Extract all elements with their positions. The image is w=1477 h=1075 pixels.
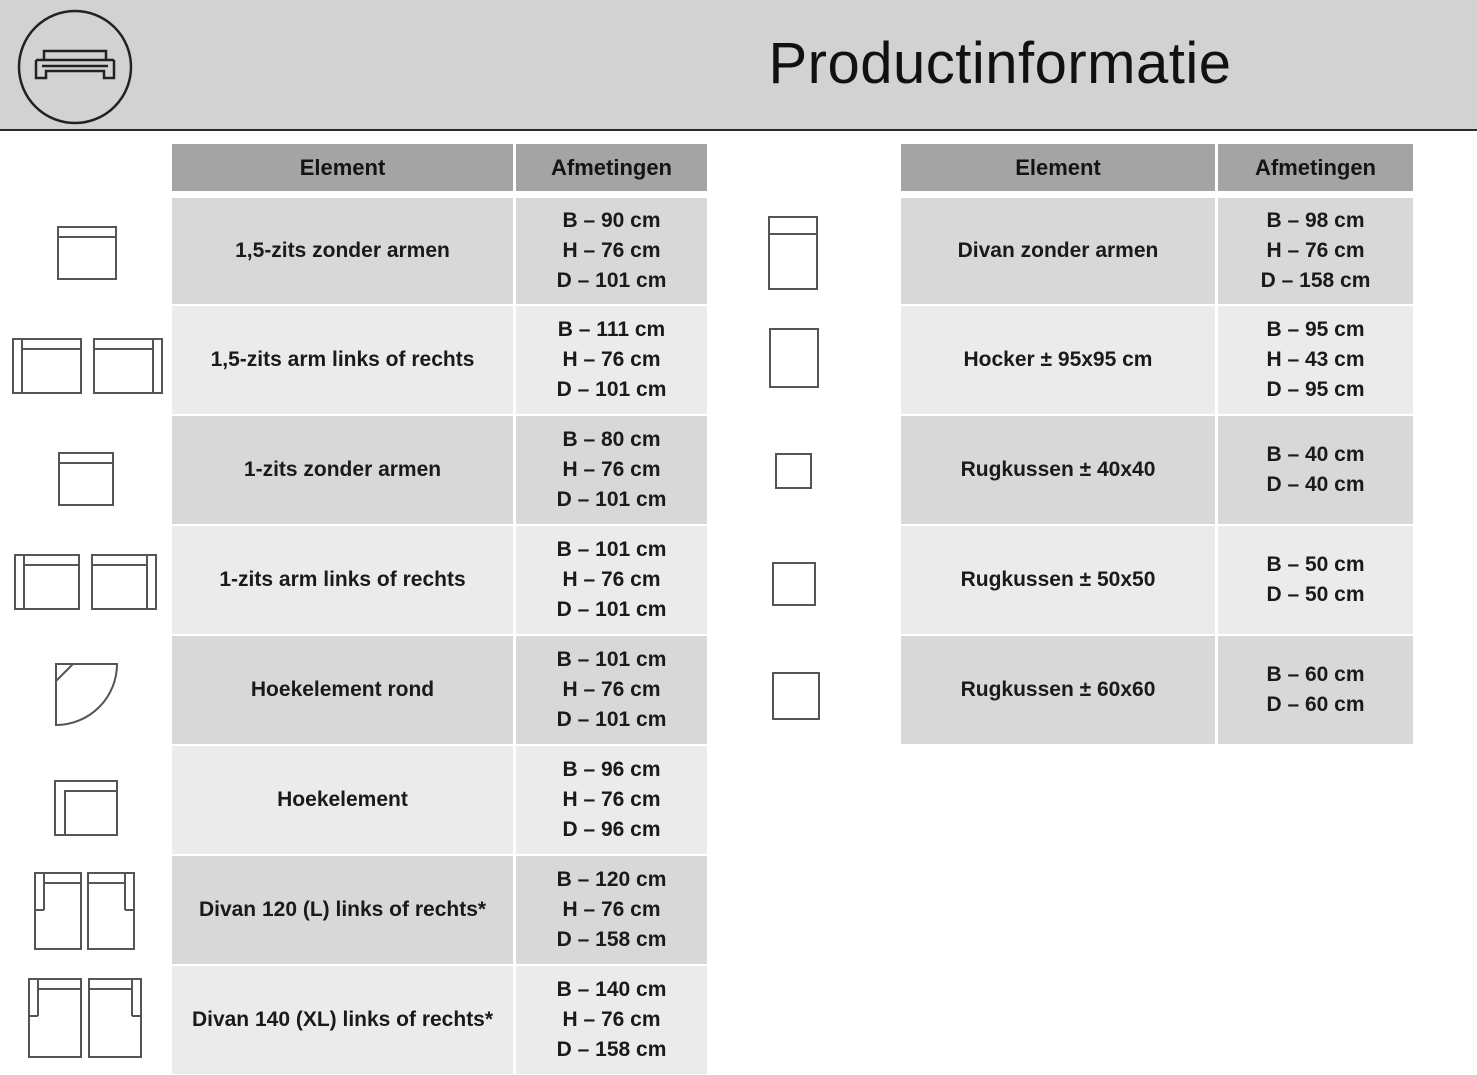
dimensions-cell bbox=[1218, 636, 1413, 744]
dimensions-cell bbox=[516, 636, 707, 744]
dim-depth: D – 158 cm bbox=[1260, 269, 1371, 292]
right-header-element: Element bbox=[901, 144, 1215, 191]
dimensions-cell bbox=[516, 526, 707, 634]
header-bar bbox=[0, 0, 1477, 131]
dim-width: B – 96 cm bbox=[562, 758, 661, 781]
cushion-icon bbox=[770, 670, 822, 722]
dim-depth: D – 101 cm bbox=[556, 488, 667, 511]
dim-width: B – 90 cm bbox=[562, 209, 661, 232]
dim-height: H – 76 cm bbox=[562, 788, 661, 811]
hocker-icon bbox=[767, 326, 821, 390]
dim-width: B – 60 cm bbox=[1266, 663, 1365, 686]
seat-arm-left-right-icon bbox=[10, 336, 165, 396]
dim-depth: D – 158 cm bbox=[556, 1038, 667, 1061]
right-header-dimensions: Afmetingen bbox=[1218, 144, 1413, 191]
dim-width: B – 40 cm bbox=[1266, 443, 1365, 466]
dimensions-cell bbox=[516, 306, 707, 414]
round-corner-icon bbox=[53, 661, 121, 729]
dim-height: H – 76 cm bbox=[562, 678, 661, 701]
dim-depth: D – 40 cm bbox=[1266, 473, 1365, 496]
dim-width: B – 111 cm bbox=[557, 318, 666, 341]
dim-height: H – 43 cm bbox=[1266, 348, 1365, 371]
seat-arm-left-right-icon bbox=[12, 552, 160, 612]
divan-left-right-icon bbox=[26, 976, 146, 1060]
dimensions-cell bbox=[1218, 306, 1413, 414]
divan-left-right-icon bbox=[32, 870, 138, 952]
dimensions-cell bbox=[1218, 198, 1413, 304]
element-name: Hocker ± 95x95 cm bbox=[901, 306, 1215, 414]
element-name: Rugkussen ± 40x40 bbox=[901, 416, 1215, 524]
dim-width: B – 140 cm bbox=[556, 978, 667, 1001]
element-name: 1-zits arm links of rechts bbox=[172, 526, 513, 634]
dim-height: H – 76 cm bbox=[562, 348, 661, 371]
sofa-icon bbox=[16, 8, 134, 126]
left-header-dimensions: Afmetingen bbox=[516, 144, 707, 191]
dim-width: B – 101 cm bbox=[556, 538, 667, 561]
dim-height: H – 76 cm bbox=[562, 239, 661, 262]
dim-width: B – 120 cm bbox=[556, 868, 667, 891]
dimensions-cell bbox=[1218, 526, 1413, 634]
dimensions-cell bbox=[516, 198, 707, 304]
element-name: Rugkussen ± 50x50 bbox=[901, 526, 1215, 634]
dimensions-cell bbox=[516, 746, 707, 854]
left-header-element: Element bbox=[172, 144, 513, 191]
dim-height: H – 76 cm bbox=[562, 898, 661, 921]
seat-no-arms-icon bbox=[55, 224, 119, 282]
element-name: Rugkussen ± 60x60 bbox=[901, 636, 1215, 744]
dimensions-cell bbox=[516, 856, 707, 964]
dim-depth: D – 50 cm bbox=[1266, 583, 1365, 606]
seat-no-arms-icon bbox=[56, 450, 116, 508]
cushion-icon bbox=[770, 560, 818, 608]
dim-height: H – 76 cm bbox=[562, 458, 661, 481]
dimensions-cell bbox=[1218, 416, 1413, 524]
dim-width: B – 95 cm bbox=[1266, 318, 1365, 341]
dimensions-cell bbox=[516, 966, 707, 1074]
dim-depth: D – 101 cm bbox=[556, 378, 667, 401]
divan-no-arms-icon bbox=[766, 214, 820, 292]
page-title: Productinformatie bbox=[768, 31, 1232, 96]
cushion-icon bbox=[773, 451, 815, 491]
element-name: 1-zits zonder armen bbox=[172, 416, 513, 524]
dim-depth: D – 101 cm bbox=[556, 708, 667, 731]
dim-width: B – 50 cm bbox=[1266, 553, 1365, 576]
dim-height: H – 76 cm bbox=[562, 568, 661, 591]
dim-depth: D – 95 cm bbox=[1266, 378, 1365, 401]
element-name: Hoekelement rond bbox=[172, 636, 513, 744]
dim-width: B – 98 cm bbox=[1266, 209, 1365, 232]
element-name: Hoekelement bbox=[172, 746, 513, 854]
dim-width: B – 101 cm bbox=[556, 648, 667, 671]
dim-depth: D – 60 cm bbox=[1266, 693, 1365, 716]
dim-depth: D – 101 cm bbox=[556, 269, 667, 292]
element-name: 1,5-zits zonder armen bbox=[172, 198, 513, 304]
dim-depth: D – 158 cm bbox=[556, 928, 667, 951]
dim-depth: D – 96 cm bbox=[562, 818, 661, 841]
corner-element-icon bbox=[52, 778, 120, 838]
element-name: Divan 140 (XL) links of rechts* bbox=[172, 966, 513, 1074]
element-name: Divan 120 (L) links of rechts* bbox=[172, 856, 513, 964]
dim-height: H – 76 cm bbox=[1266, 239, 1365, 262]
dim-height: H – 76 cm bbox=[562, 1008, 661, 1031]
dim-depth: D – 101 cm bbox=[556, 598, 667, 621]
dim-width: B – 80 cm bbox=[562, 428, 661, 451]
element-name: Divan zonder armen bbox=[901, 198, 1215, 304]
element-name: 1,5-zits arm links of rechts bbox=[172, 306, 513, 414]
dimensions-cell bbox=[516, 416, 707, 524]
